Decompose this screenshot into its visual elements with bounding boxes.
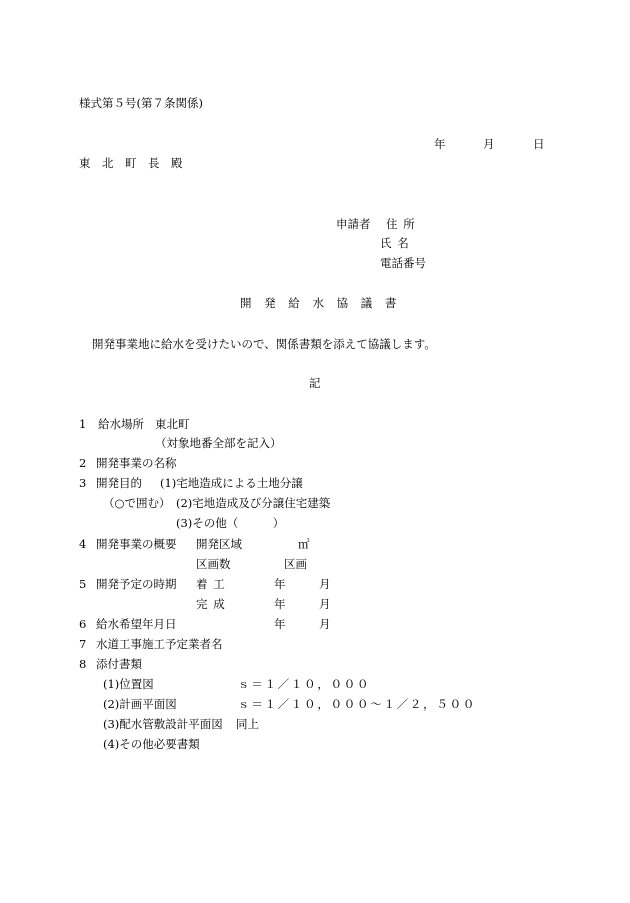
item6-label: 給水希望年月日 <box>96 617 177 631</box>
item6-number: 6 <box>79 617 87 631</box>
item1-label: 給水場所 <box>98 417 144 431</box>
item1-number: 1 <box>79 417 87 431</box>
item1-note: （対象地番全部を記入） <box>155 436 282 450</box>
item5-end-label: 完成 <box>196 597 231 611</box>
item5-start-month: 月 <box>319 577 331 591</box>
item8-doc-2-name: (2)計画平面図 <box>103 697 177 711</box>
item5-end-month: 月 <box>319 597 331 611</box>
item8-number: 8 <box>79 657 87 671</box>
item2-number: 2 <box>79 456 87 470</box>
item4-area-unit: ㎡ <box>298 537 310 551</box>
applicant-name-label: 氏名 <box>380 236 415 250</box>
item6-year: 年 <box>274 617 286 631</box>
intro-text: 開発事業地に給水を受けたいので、関係書類を添えて協議します。 <box>92 337 436 351</box>
date-day-label: 日 <box>533 137 545 151</box>
item4-lots-unit: 区画 <box>284 557 307 571</box>
addressee: 東北町長殿 <box>79 156 194 170</box>
item1-value: 東北町 <box>155 417 190 431</box>
item7-number: 7 <box>79 637 87 651</box>
item5-number: 5 <box>79 577 87 591</box>
ki-mark: 記 <box>309 376 321 390</box>
applicant-label: 申請者 <box>336 217 371 231</box>
date-month-label: 月 <box>483 137 495 151</box>
item4-label: 開発事業の概要 <box>96 537 177 551</box>
item5-label: 開発予定の時期 <box>96 577 177 591</box>
applicant-address-label: 住所 <box>386 217 421 231</box>
document-title: 開発給水協議書 <box>240 296 410 310</box>
date-year-label: 年 <box>434 137 446 151</box>
item4-area-label: 開発区域 <box>196 537 242 551</box>
item6-month: 月 <box>319 617 331 631</box>
item3-instruction: （○で囲む） <box>103 496 171 510</box>
item3-option-1: (1)宅地造成による土地分譲 <box>160 476 303 490</box>
item8-doc-1-name: (1)位置図 <box>103 677 154 691</box>
item3-option-3: (3)その他（ ） <box>176 516 285 530</box>
item4-lots-label: 区画数 <box>196 557 231 571</box>
item4-number: 4 <box>79 537 87 551</box>
item8-doc-3-name: (3)配水管敷設計平面図 <box>103 717 223 731</box>
item8-doc-1-scale: ｓ＝１／１０，０００ <box>238 677 371 691</box>
item8-doc-4-name: (4)その他必要書類 <box>103 737 200 751</box>
applicant-phone-label: 電話番号 <box>380 256 426 270</box>
form-number: 様式第５号(第７条関係) <box>79 96 203 110</box>
item7-label: 水道工事施工予定業者名 <box>96 637 223 651</box>
item3-number: 3 <box>79 476 87 490</box>
item8-doc-3-scale: 同上 <box>236 717 259 731</box>
item2-label: 開発事業の名称 <box>96 456 177 470</box>
item5-start-year: 年 <box>274 577 286 591</box>
item5-start-label: 着工 <box>196 577 231 591</box>
item8-label: 添付書類 <box>96 657 142 671</box>
item5-end-year: 年 <box>274 597 286 611</box>
item3-label: 開発目的 <box>96 476 142 490</box>
item3-option-2: (2)宅地造成及び分譲住宅建築 <box>176 496 331 510</box>
item8-doc-2-scale: ｓ＝１／１０，０００～１／２，５００ <box>238 697 477 711</box>
